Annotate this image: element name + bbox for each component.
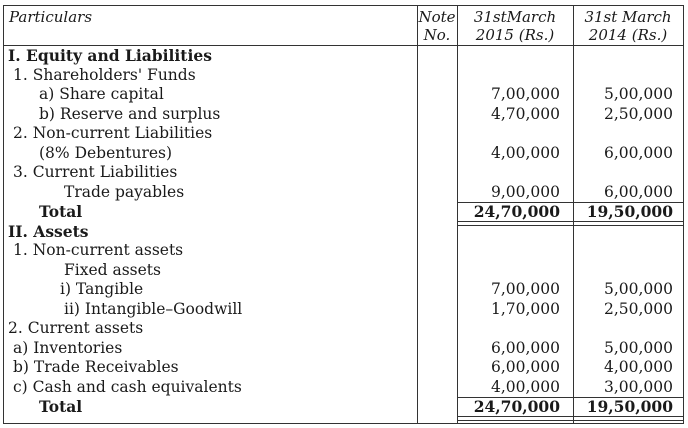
table-row [4, 124, 683, 144]
row-value-2015: 6,00,000 [490, 338, 560, 357]
table-row [4, 105, 683, 125]
row-label: Total [39, 397, 83, 416]
row-label: ii) Intangible–Goodwill [64, 299, 243, 318]
table-row [4, 339, 683, 359]
table-row [4, 280, 683, 300]
row-label: II. Assets [8, 221, 89, 241]
row-label: Total [39, 202, 83, 221]
table-row [4, 183, 683, 203]
row-value-2015: 7,00,000 [490, 85, 560, 103]
row-label: 2. Non-current Liabilities [13, 124, 213, 142]
row-value-2015: 6,00,000 [490, 358, 560, 376]
row-label: I. Equity and Liabilities [8, 46, 212, 65]
row-value-2015: 9,00,000 [490, 182, 560, 201]
row-value-2014: 2,50,000 [603, 299, 673, 318]
row-value-2015: 4,70,000 [490, 104, 560, 123]
row-label: b) Reserve and surplus [39, 104, 221, 123]
header-col1-line1: 31stMarch [473, 8, 557, 26]
header-col2-line1: 31st March [584, 8, 672, 26]
table-row [4, 378, 683, 398]
row-value-2014: 19,50,000 [586, 397, 673, 416]
table-row [4, 66, 683, 86]
table-row [4, 46, 683, 66]
row-label: c) Cash and cash equivalents [13, 377, 242, 396]
row-label: a) Share capital [39, 85, 164, 103]
total-double-rule [573, 416, 683, 421]
row-value-2014: 6,00,000 [603, 143, 673, 162]
row-value-2014: 2,50,000 [603, 104, 673, 123]
header-note-line2: No. [423, 26, 451, 44]
row-label: a) Inventories [13, 338, 123, 357]
row-value-2015: 1,70,000 [490, 299, 560, 318]
row-value-2015: 24,70,000 [473, 397, 560, 416]
table-row-total [4, 397, 683, 417]
row-value-2015: 4,00,000 [490, 377, 560, 396]
table-row [4, 222, 683, 242]
row-label: 1. Non-current assets [13, 241, 184, 259]
row-label: 1. Shareholders' Funds [13, 65, 196, 84]
row-value-2014: 5,00,000 [603, 338, 673, 357]
table-row [4, 85, 683, 105]
table-row [4, 300, 683, 320]
row-value-2014: 3,00,000 [603, 377, 673, 396]
row-value-2014: 5,00,000 [603, 85, 673, 103]
row-value-2015: 4,00,000 [490, 143, 560, 162]
balance-sheet-table [3, 5, 684, 424]
row-value-2014: 5,00,000 [603, 280, 673, 298]
row-value-2014: 6,00,000 [603, 182, 673, 201]
row-label: (8% Debentures) [39, 143, 173, 162]
table-row [4, 319, 683, 339]
row-label: b) Trade Receivables [13, 358, 179, 376]
row-value-2014: 4,00,000 [603, 358, 673, 376]
table-row [4, 261, 683, 281]
header-col1-line2: 2015 (Rs.) [475, 26, 555, 44]
header-col2-line2: 2014 (Rs.) [588, 26, 668, 44]
row-value-2015: 24,70,000 [473, 202, 560, 221]
table-row [4, 358, 683, 378]
total-double-rule [457, 416, 573, 421]
table-row [4, 241, 683, 261]
table-row-total [4, 202, 683, 222]
row-label: Trade payables [64, 182, 185, 201]
row-value-2015: 7,00,000 [490, 280, 560, 298]
row-value-2014: 19,50,000 [586, 202, 673, 221]
header-note-line1: Note [418, 8, 456, 26]
row-label: i) Tangible [60, 280, 144, 298]
row-label: 3. Current Liabilities [13, 163, 178, 181]
row-label: 2. Current assets [8, 319, 144, 337]
header-particulars: Particulars [9, 8, 93, 26]
table-row [4, 163, 683, 183]
table-row [4, 144, 683, 164]
row-label: Fixed assets [64, 260, 161, 279]
